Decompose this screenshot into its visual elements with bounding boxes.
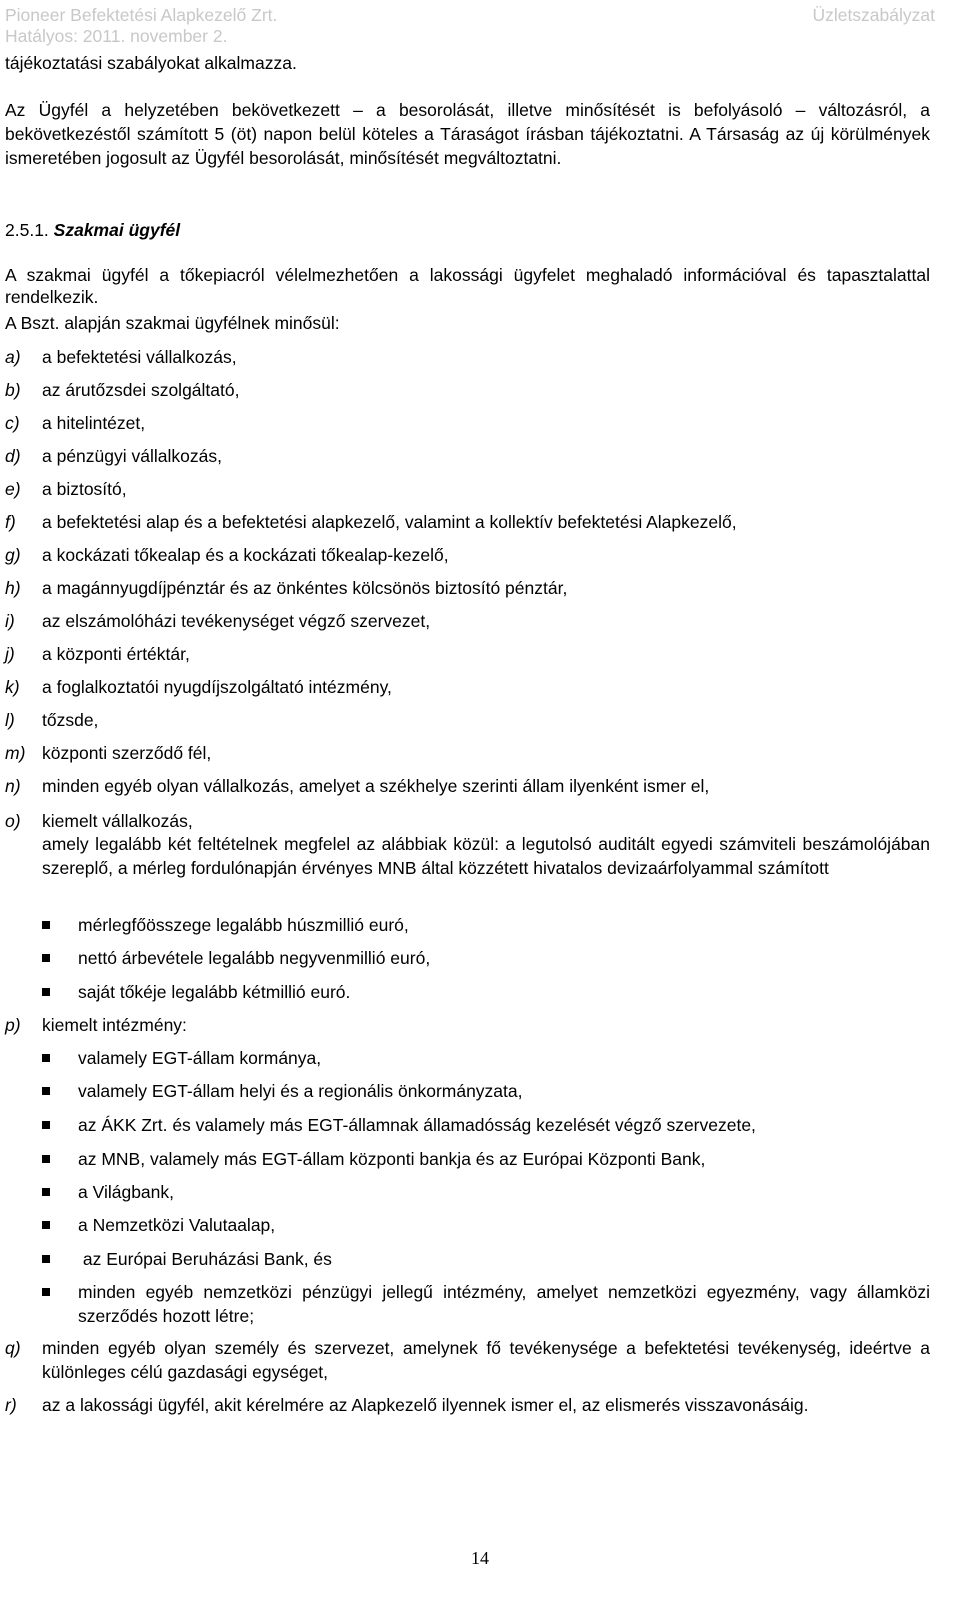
list-marker: l) — [5, 710, 15, 730]
square-bullet-icon — [42, 1188, 50, 1196]
page-header — [5, 4, 935, 26]
list-marker: b) — [5, 380, 21, 400]
square-bullet-icon — [42, 1054, 50, 1062]
page-number: 14 — [471, 1548, 489, 1568]
section-number: 2.5.1. — [5, 220, 49, 240]
square-bullet-icon — [42, 921, 50, 929]
header-effective-date: Hatályos: 2011. november 2. — [5, 26, 228, 46]
bullet-text: valamely EGT-állam kormánya, — [78, 1048, 322, 1068]
list-marker: h) — [5, 578, 21, 598]
list-marker: g) — [5, 545, 21, 565]
list-marker: d) — [5, 446, 21, 466]
bullet-text: saját tőkéje legalább kétmillió euró. — [78, 982, 351, 1002]
list-marker: n) — [5, 776, 21, 796]
list-marker: p) — [5, 1015, 21, 1035]
list-item-text: az árutőzsdei szolgáltató, — [42, 380, 240, 400]
square-bullet-icon — [42, 1255, 50, 1263]
square-bullet-icon — [42, 1221, 50, 1229]
bullet-text: mérlegfőösszege legalább húszmillió euró, — [78, 915, 409, 935]
paragraph-status-change: Az Ügyfél a helyzetében bekövetkezett – a besorolását, illetve minősítését is befolyásoló – változásról, a bekövetkezéstől számított 5 (öt) napon belül köteles a Táraságot írásban tájékoztatni. A Társaság az új körülmények ismeretében jogosult az Ügyfél besorolását, minősítését megváltoztatni. — [5, 100, 930, 168]
list-marker: c) — [5, 413, 20, 433]
list-marker: q) — [5, 1338, 21, 1358]
list-marker: e) — [5, 479, 21, 499]
list-marker: j) — [5, 644, 15, 664]
paragraph-professional-client: A szakmai ügyfél a tőkepiacról vélelmezhetően a lakossági ügyfelet meghaladó információval és tapasztalattal rendelkezik. — [5, 265, 930, 307]
list-marker: o) — [5, 811, 21, 831]
list-item-text: a kockázati tőkealap és a kockázati tőkealap-kezelő, — [42, 545, 449, 565]
bullet-text: az MNB, valamely más EGT-állam központi bankja és az Európai Központi Bank, — [78, 1149, 706, 1169]
item-o-description: amely legalább két feltételnek megfelel az alábbiak közül: a legutolsó auditált egyedi számviteli beszámolójában szereplő, a mérleg fordulónapján érvényes MNB által közzétett hivatalos devizaárfolyammal számított — [42, 834, 930, 878]
header-company: Pioneer Befektetési Alapkezelő Zrt. — [5, 5, 278, 25]
list-item-text: az a lakossági ügyfél, akit kérelmére az Alapkezelő ilyennek ismer el, az elismerés visszavonásáig. — [42, 1395, 809, 1415]
list-item-text: minden egyéb olyan személy és szervezet, amelynek fő tevékenysége a befektetési tevékenység, ideértve a különleges célú gazdasági egységet, — [42, 1338, 930, 1382]
list-marker: a) — [5, 347, 21, 367]
list-item-text: minden egyéb olyan vállalkozás, amelyet a székhelye szerinti állam ilyenként ismer el, — [42, 776, 710, 796]
section-heading — [5, 218, 180, 242]
bullet-text: nettó árbevétele legalább negyvenmillió euró, — [78, 948, 431, 968]
list-item-text: a befektetési vállalkozás, — [42, 347, 237, 367]
list-marker: f) — [5, 512, 16, 532]
square-bullet-icon — [42, 1087, 50, 1095]
list-marker: k) — [5, 677, 20, 697]
list-marker: m) — [5, 743, 26, 763]
paragraph-bszt: A Bszt. alapján szakmai ügyfélnek minősül: — [5, 313, 340, 333]
bullet-text: minden egyéb nemzetközi pénzügyi jellegű intézmény, amelyet nemzetközi egyezmény, vagy államközi szerződés hozott létre; — [78, 1282, 930, 1326]
square-bullet-icon — [42, 1288, 50, 1296]
list-item-text: a befektetési alap és a befektetési alapkezelő, valamint a kollektív befektetési Alapkezelő, — [42, 512, 737, 532]
bullet-text: valamely EGT-állam helyi és a regionális önkormányzata, — [78, 1081, 523, 1101]
list-item-text: a foglalkoztatói nyugdíjszolgáltató intézmény, — [42, 677, 392, 697]
list-item-text: a hitelintézet, — [42, 413, 146, 433]
bullet-text: a Világbank, — [78, 1182, 175, 1202]
bullet-text: az ÁKK Zrt. és valamely más EGT-államnak államadósság kezelését végző szervezete, — [78, 1115, 756, 1135]
list-item-text: központi szerződő fél, — [42, 743, 212, 763]
list-item-text: tőzsde, — [42, 710, 99, 730]
bullet-text: a Nemzetközi Valutaalap, — [78, 1215, 276, 1235]
header-document-title: Üzletszabályzat — [812, 5, 935, 25]
square-bullet-icon — [42, 954, 50, 962]
square-bullet-icon — [42, 1155, 50, 1163]
list-item-text: kiemelt vállalkozás, — [42, 811, 193, 831]
list-item-text: a központi értéktár, — [42, 644, 190, 664]
square-bullet-icon — [42, 1121, 50, 1129]
list-marker: r) — [5, 1395, 17, 1415]
bullet-text: az Európai Beruházási Bank, és — [78, 1249, 332, 1269]
list-item-text: a magánnyugdíjpénztár és az önkéntes kölcsönös biztosító pénztár, — [42, 578, 568, 598]
square-bullet-icon — [42, 988, 50, 996]
intro-line: tájékoztatási szabályokat alkalmazza. — [5, 53, 297, 73]
list-marker: i) — [5, 611, 15, 631]
list-item-text: a pénzügyi vállalkozás, — [42, 446, 222, 466]
list-item-text: a biztosító, — [42, 479, 127, 499]
list-item-text: az elszámolóházi tevékenységet végző szervezet, — [42, 611, 431, 631]
list-item-text: kiemelt intézmény: — [42, 1015, 187, 1035]
section-title: Szakmai ügyfél — [53, 220, 181, 240]
